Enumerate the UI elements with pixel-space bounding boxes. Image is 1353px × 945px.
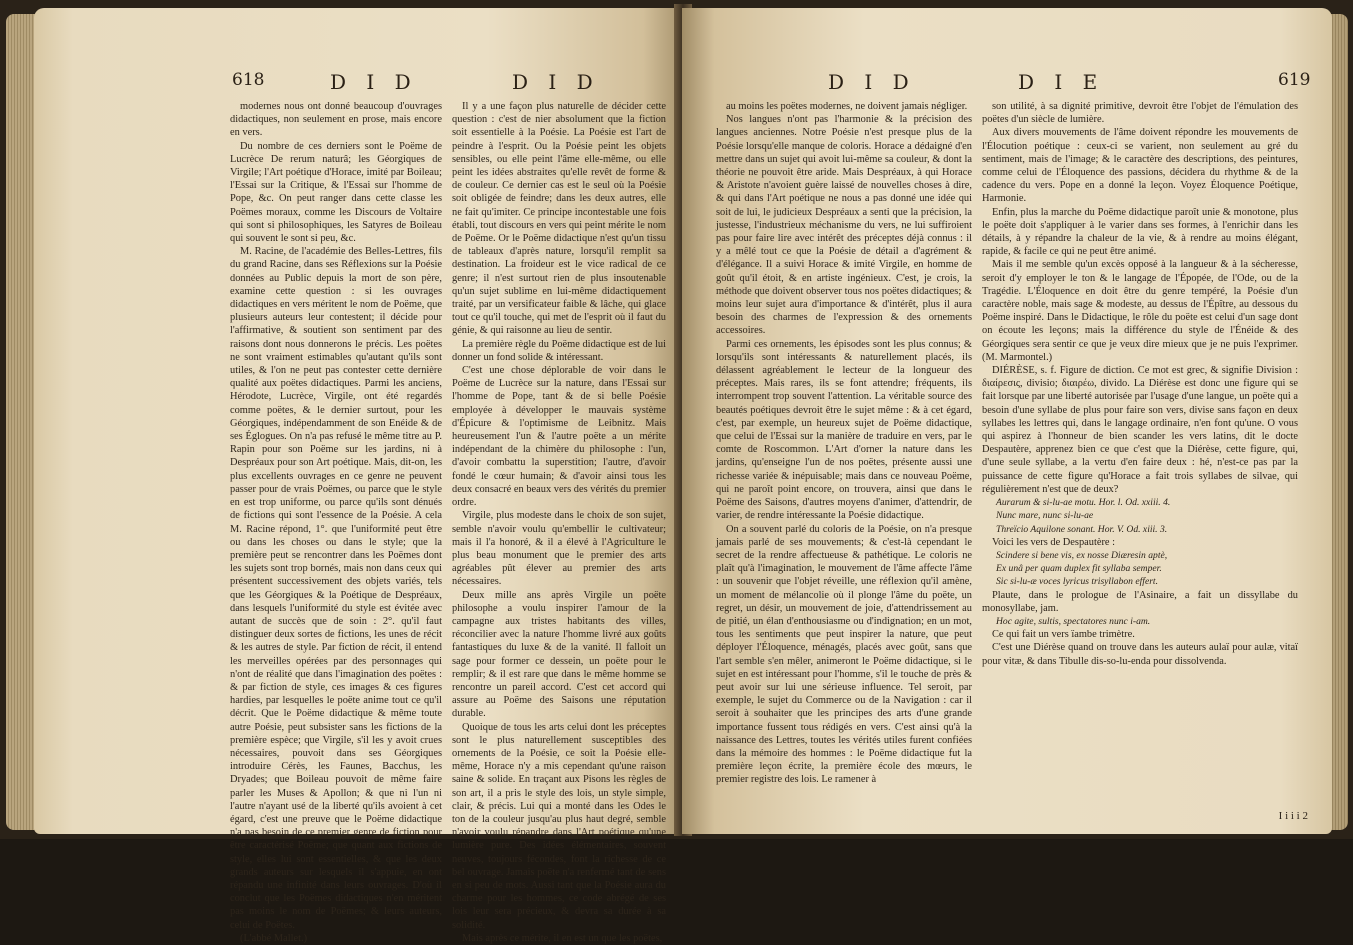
paragraph: M. Racine, de l'académie des Belles-Lettres, fils du grand Racine, dans ses Réflexions sur la Poésie données au Public depuis la mort de son père, examine cette question : si les ouvrages didactiques en vers méritent le nom de Poëme, que plusieurs auteurs leur contestent; il décide pour l'affirmative, & soutient son sentiment par des raisons dont nous donnerons le précis. Les poëtes ne sont vraiment estimables qu'autant qu'ils sont utiles, & l'on ne peut pas contester cette dernière qualité aux poëtes didactiques. Parmi les anciens, Hérodote, Lucrèce, Virgile, ont été regardés comme poëtes, & le dernier surtout, pour les Géorgiques, indépendamment de son Enéide & de ses Églogues. On n'a pas refusé le même titre au P. Rapin pour son Poëme sur les jardins, ni à Despréaux pour son Art poétique. Mais, dit-on, les plus excellents ouvrages en ce genre ne peuvent passer pour de vrais Poëmes, ou parce que le style en est trop uniforme, ou parce qu'ils sont dénués de fictions qui sont l'essence de la Poésie. A cela M. Racine répond, 1°. que l'uniformité peut être ou dans les choses ou dans le style; que la première peut se rencontrer dans les Poëmes dont les sujets sont trop bornés, mais non dans ceux qui présentent successivement des objets variés, tels que les Géorgiques & la Poétique de Despréaux, dans lesquels l'uniformité du style est évitée avec autant de succès que de soin : 2°. qu'il faut distinguer deux sortes de fictions, les unes de récit & les autres de style. Par fiction de récit, il entend les merveilles opérées par des personnages qui n'ont de réalité que dans l'imagination des poëtes : & par fiction de style, ces images & ces figures hardies, par lesquelles le poëte anime tout ce qu'il décrit. Que le Poëme didactique & même toute autre Poésie, peut subsister sans les fictions de la première espèce; que Virgile, s'il les y avoit crues nécessaires, pouvoit dans ses Géorgiques introduire Cérès, les Faunes, Bacchus, les Dryades; que Boileau pouvoit de même faire parler les Muses & Apollon; & que ni l'un ni l'autre n'ayant usé de la liberté qu'ils avoient à cet égard, c'est une preuve que le Poëme didactique n'a pas besoin de ce premier genre de fiction pour être caractérisé Poëme; que quant aux fictions de style, elles lui sont essentielles, & que les deux grands auteurs sur lesquels il s'appuie, en ont répandu une infinité dans leurs ouvrages. D'où il conclut que les Poëmes didactiques n'en méritent pas moins le nom de Poëmes; & leurs auteurs, celui de Poëtes.: [230, 246, 442, 931]
running-head: D I D: [330, 70, 418, 94]
left-page-header: [34, 70, 682, 98]
verse-quote: Threïcio Aquilone sonant. Hor. V. Od. xiii. 3.: [996, 523, 1168, 535]
left-page: [34, 8, 682, 944]
verse-quote: Sic si-lu-æ voces lyricus trisyllabon effert.: [996, 576, 1158, 588]
paragraph: Virgile, plus modeste dans le choix de son sujet, semble n'avoir voulu qu'embellir le cultivateur; mais il l'a honoré, & il a élevé à l'Agriculture le plus beau monument que le premier des arts agréables pût élever au premier des arts nécessaires.: [452, 510, 666, 588]
verse-quote: Hoc agite, sultis, spectatores nunc i-am.: [996, 615, 1151, 627]
paragraph: modernes nous ont donné beaucoup d'ouvrages didactiques, non seulement en prose, mais encore en vers.: [230, 101, 442, 139]
paragraph: On a souvent parlé du coloris de la Poésie, on n'a presque jamais parlé de ses mouvements; & c'est-là cependant le secret de la rendre affectueuse & pathétique. Le coloris ne plaît qu'à l'imagination, le mouvement de l'âme affecte l'âme : un souvenir que l'objet réveille, une réflexion qu'il amène, un moment de mélancolie où il plonge l'âme du poëte, un regret, un désir, un mouvement de joie, d'attendrissement au de pitié, un élan d'enthousiasme ou d'indignation; en un mot, tous les sentiments que peut inspirer la nature, que peut déployer l'Éloquence, ménagés, placés avec goût, sans que l'art semble s'en mêler, animeront le Poëme didactique, si le sujet en est intéressant pour l'homme, s'il le touche de près & peut avoir sur lui une sérieuse influence. Tel seroit, par exemple, le sujet du Commerce ou de la Navigation : car il seroit à souhaiter que les principes des arts d'une grande importance fussent tous rédigés en vers. C'est ainsi qu'à la naissance des Lettres, toutes les vérités utiles furent confiées dans la mémoire des hommes : le Poëme didactique fut la première leçon écrite, la première école des mœurs, le premier registre des lois. Le ramener à: [716, 523, 972, 786]
right-page-edges: [1330, 14, 1348, 830]
left-page-edges: [6, 14, 36, 830]
running-head: D I D: [828, 70, 916, 94]
right-page: [682, 8, 1332, 834]
paragraph: C'est une Diérèse quand on trouve dans les auteurs aulaï pour aulæ, vitaï pour vitæ, & dans Tibulle dis-so-lu-enda pour dissolvenda.: [982, 642, 1298, 667]
paragraph: Deux mille ans après Virgile un poëte philosophe a voulu inspirer l'amour de la campagne aux tristes habitants des villes, réconcilier avec la nature l'homme livré aux goûts fantastiques du luxe & de la vanité. Il falloit un sage pour former ce dessein, un poëte pour le remplir; & il est rare que dans le même homme se rencontre un pareil accord. C'est cet accord qui assure au Poëme des Saisons une réputation durable.: [452, 589, 666, 720]
text-column-1: [716, 100, 972, 800]
paragraph: Parmi ces ornements, les épisodes sont les plus connus; & lorsqu'ils sont intéressants & naturellement placés, ils délassent agréablement le lecteur de la longueur des préceptes. Mais rares, ils se font attendre; fréquents, ils interrompent trop souvent l'attention. La véritable source des beautés poétiques devroit être le sujet même : & à cet égard, c'est, par exemple, un heureux sujet de Poëme didactique, que celui de l'Essai sur la manière de traduire en vers, par le comte de Roscommon. L'Art d'orner la nature dans les jardins, qu'enseigne l'un de nos poëtes, présente aussi une richesse variée & inépuisable; mais dans ce nouveau Poëme, qui ne paroît point encore, on trouvera, ainsi que dans le Poëme des Saisons, d'autres moyens d'animer, d'attendrir, de varier, de rendre intéressante la Poésie didactique.: [716, 338, 972, 522]
text-column-2: [982, 100, 1298, 800]
paragraph: au moins les poëtes modernes, ne doivent jamais négliger.: [726, 101, 968, 112]
paragraph: Plaute, dans le prologue de l'Asinaire, a fait un dissyllabe du monosyllabe, jam.: [982, 589, 1298, 614]
right-page-header: [682, 70, 1332, 98]
paragraph: Enfin, plus la marche du Poëme didactique paroît unie & monotone, plus le poëte doit s'appliquer à le varier dans ses formes, à l'enrichir dans les détails, à y répandre la chaleur de la vie, & à rendre au moins élégant, rapide, & facile ce qui ne peut être animé.: [982, 206, 1298, 258]
page-number: 619: [1278, 70, 1311, 90]
paragraph: Mais après ce mérite, il en est un que les poëtes,: [462, 932, 663, 944]
paragraph: Mais il me semble qu'un excès opposé à la langueur & à la sécheresse, seroit d'y employer le ton & le langage de l'Épopée, de l'Ode, ou de la Tragédie. L'Éloquence en doit être du genre tempéré, la Poésie d'un caractère noble, mais sage & modeste, au dessus de l'Épître, au dessous du Poëme inspiré. Dans le Didactique, le rôle du poëte est celui d'un sage dont on écoute les leçons; mais la différence du style de l'Énéide & des Géorgiques sera sentir ce que je veux dire mieux que je ne puis l'exprimer. (M. Marmontel.): [982, 259, 1298, 363]
verse-quote: Scindere si bene vis, ex nosse Diæresin aptè,: [996, 549, 1168, 561]
paragraph: son utilité, à sa dignité primitive, devroit être l'objet de l'émulation des poëtes d'un siècle de lumière.: [982, 101, 1298, 126]
paragraph: Aux divers mouvements de l'âme doivent répondre les mouvements de l'Élocution poétique : ceux-ci se varient, non seulement au gré du sentiment, mais de l'image; & le caractère des descriptions, des peintures, comme celui de l'Éloquence des passions, décidera du rhythme & de la cadence du vers. Pope en a donné la leçon. Voyez Éloquence Poétique, Harmonie.: [982, 127, 1298, 205]
paragraph: Il y a une façon plus naturelle de décider cette question : c'est de nier absolument que la fiction soit essentielle à la Poésie. La Poésie est l'art de peindre à l'esprit. Ou la Poésie peint les objets sensibles, ou elle peint l'âme elle-même, ou elle peint les idées abstraites qu'elle revêt de forme & de couleur. Ce dernier cas est le seul où la Poésie soit obligée de feindre; dans les deux autres, elle ne fait qu'imiter. Ce principe incontestable une fois établi, tout discours en vers qui peint mérite le nom de Poëme. Or le Poëme didactique n'est qu'un tissu de tableaux d'après nature, lorsqu'il remplit sa destination. La froideur est le vice radical de ce genre; il n'est surtout rien de plus insoutenable qu'un sujet sublime en lui-même didactiquement traité, par un versificateur faible & lâche, qui glace tout ce qu'il touche, qui met de l'esprit où il faut du génie, & qui raisonne au lieu de sentir.: [452, 101, 666, 337]
paragraph: Voici les vers de Despautère :: [992, 536, 1116, 548]
paragraph: C'est une chose déplorable de voir dans le Poëme de Lucrèce sur la nature, dans l'Essai sur l'homme de Pope, tant & de si belle Poésie employée à développer le mauvais système d'Épicure & l'optimisme de Leibnitz. Mais heureusement l'un & l'autre poëte a un mérite indépendant de la chimère du philosophe : l'un, d'avoir combattu la superstition; l'autre, d'avoir fondé le cœur humain; & d'avoir ainsi tous les deux consacré en beaux vers des vérités du premier ordre.: [452, 365, 666, 509]
running-head: D I E: [1018, 70, 1105, 94]
paragraph: Quoique de tous les arts celui dont les préceptes sont le plus naturellement susceptibles des ornements de la Poésie, ce soit la Poésie elle-même, Horace n'y a mis cependant qu'une raison saine & solide. En traçant aux Pisons les règles de son art, il a pris le style des lois, un style simple, clair, & précis. Lui qui a monté dans les Odes le ton de la couleur jusqu'au plus haut degré, semble n'avoir voulu répandre dans l'Art poétique qu'une lumière pure. Des idées élémentaires, souvent neuves, toujours fécondes, font la richesse de ce bel ouvrage. Jamais poëte n'a renfermé tant de sens en si peu de mots. Aussi tant que la Poésie aura du charme pour les hommes, ce code abrégé de ses lois leur sera précieux, & devra sa durée à sa solidité.: [452, 721, 666, 931]
signature-mark: I i i i 2: [1278, 810, 1308, 822]
paragraph: Du nombre de ces derniers sont le Poëme de Lucrèce De rerum naturâ; les Géorgiques de Virgile; l'Art poétique d'Horace, imité par Boileau; l'Essai sur la Critique, & l'Essai sur l'homme de Pope, &c. On peut ranger dans cette classe les Poëmes moraux, comme les Discours de Voltaire qui sont si philosophiques, les Satyres de Boileau qui souvent le sont si peu, &c.: [230, 140, 442, 245]
verse-quote: Nunc mare, nunc si-lu-ae: [996, 510, 1094, 522]
paragraph: Nos langues n'ont pas l'harmonie & la précision des langues anciennes. Notre Poésie n'est presque plus de la Poésie lorsqu'elle manque de coloris. Horace a dédaigné d'en mettre dans un sujet qui avoit lui-même sa couleur, & dont la théorie ne pouvoit être aride. Mais Despréaux, à qui Horace & Aristote n'avoient guère laissé de nouvelles choses à dire, & qui dans l'Art poétique ne nous a pas donné une idée qui soit de lui, le judicieux Despréaux a senti que la précision, la justesse, l'industrieux méchanisme du vers, ne lui suffiroient pas pour faire lire avec intérêt des préceptes déjà connus : il y a mêlé tout ce que la Poésie de détail a d'agrément & d'élégance. Il a suivi Horace & imité Virgile, en homme de goût qu'il étoit, & en artiste ingénieux. C'est, je crois, la méthode que doivent observer tous nos poëtes didactiques; & moins leur sujet aura d'importance & d'intérêt, plus il aura besoin des charmes de l'expression & des ornements accessoires.: [716, 114, 972, 337]
running-head: D I D: [512, 70, 600, 94]
verse-quote: Aurarum & si-lu-ae motu. Hor. l. Od. xxiii. 4.: [996, 497, 1171, 509]
paragraph: Ce qui fait un vers ïambe trimètre.: [992, 629, 1135, 641]
dictionary-entry: DIÉRÈSE, s. f. Figure de diction. Ce mot est grec, & signifie Division : διαίρεσις, divisio; διαιρέω, divido. La Diérèse est donc une figure qui se fait lorsque par une liberté autorisée par l'usage d'une langue, un poëte qui a besoin d'une syllabe de plus pour faire son vers, divise sans façon en deux syllabes les lettres qui, dans le langage ordinaire, n'en font qu'une. O vous qui aspirez à l'honneur de bien scander les vers latins, dit le docte Despautère, apprenez bien ce que c'est que la Diérèse, cette figure, qui, d'une seule syllabe, a la vertu d'en faire deux : hé, n'est-ce pas par la puissance de cette figure qu'Horace a fait trois syllabes de silvae, qui régulièrement n'est que de deux?: [982, 365, 1298, 495]
author-credit: (L'abbé Mallet.): [240, 932, 308, 944]
text-column-2: [452, 100, 666, 944]
page-number: 618: [232, 70, 265, 90]
text-column-1: [230, 100, 442, 944]
paragraph: La première règle du Poëme didactique est de lui donner un fond solide & intéressant.: [452, 338, 666, 363]
verse-quote: Ex unâ per quam duplex fit syllaba semper.: [996, 563, 1162, 575]
